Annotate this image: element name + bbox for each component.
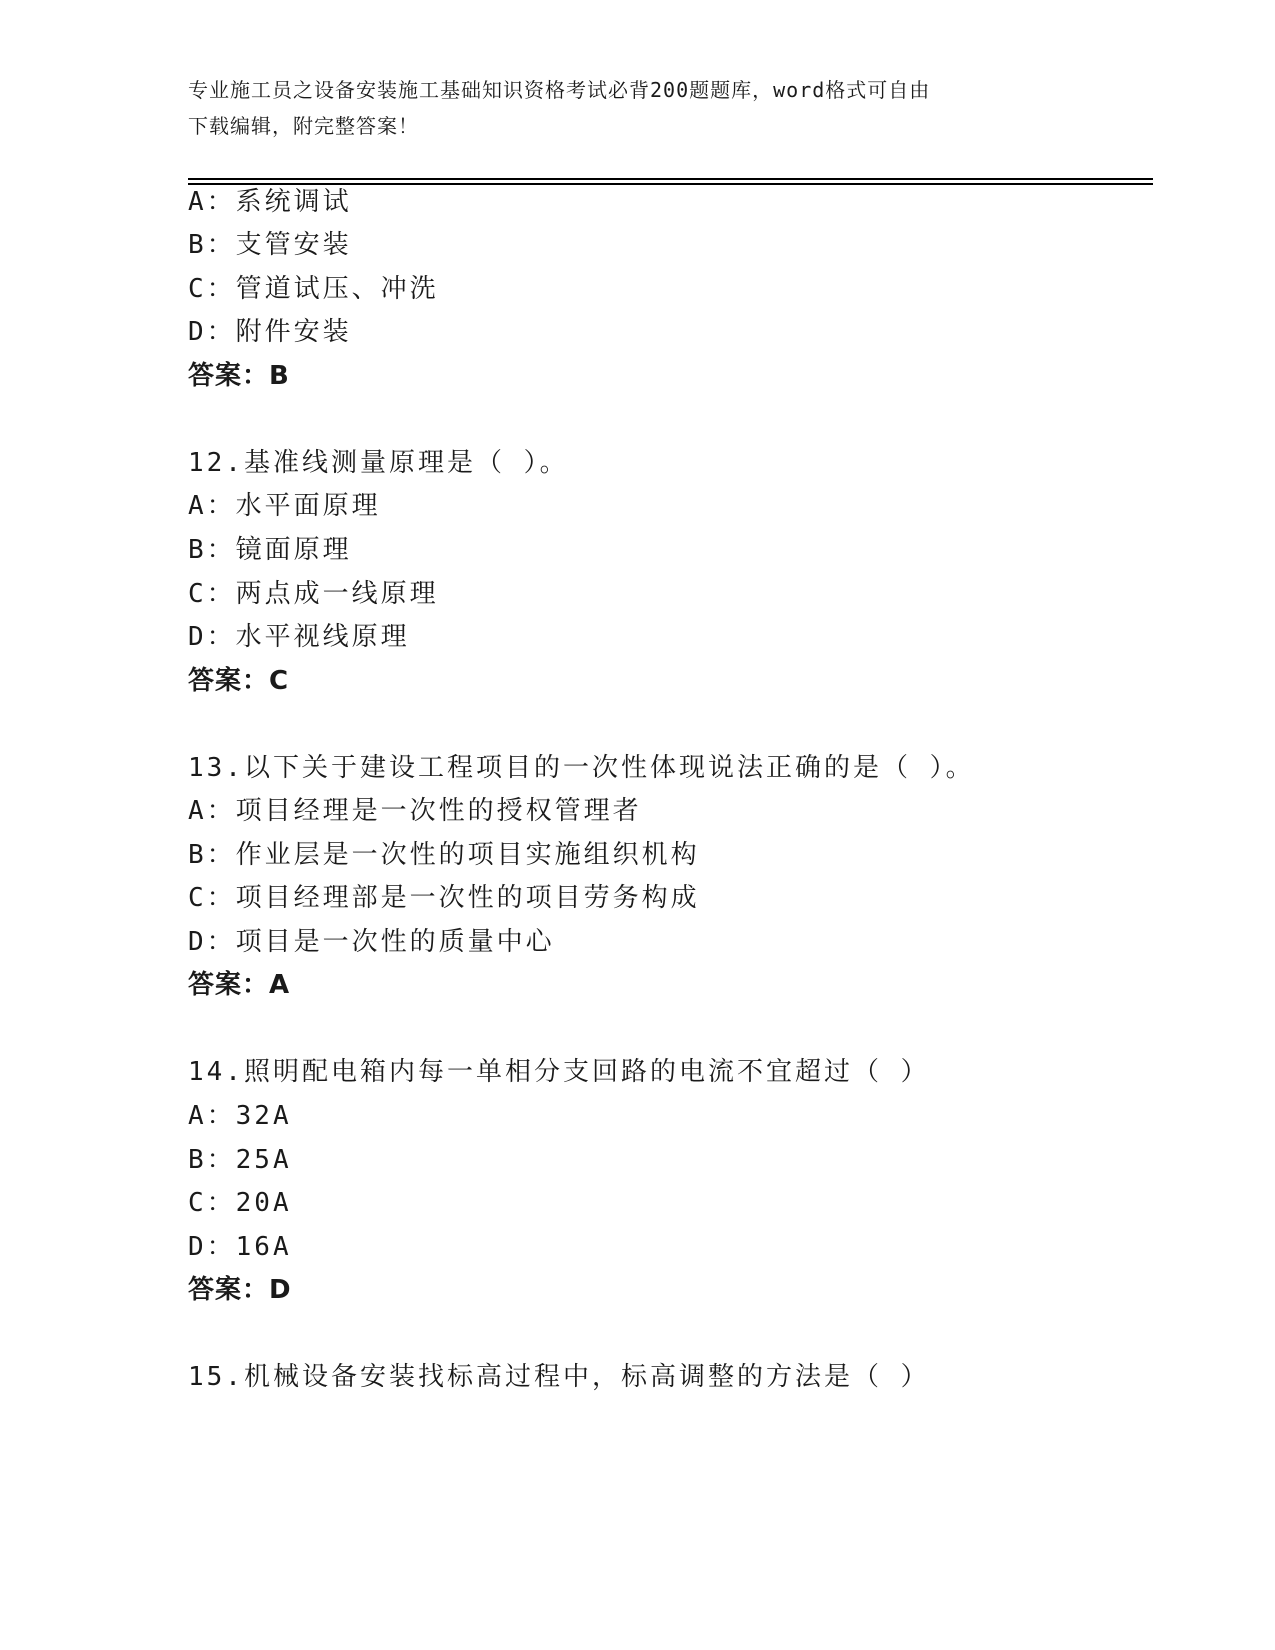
q13-option-d: D：项目是一次性的质量中心 — [188, 927, 555, 957]
q13-option-a: A：项目经理是一次性的授权管理者 — [188, 796, 642, 826]
q11-option-d: D：附件安装 — [188, 317, 352, 347]
q13-stem: 13.以下关于建设工程项目的一次性体现说法正确的是（ ）。 — [188, 753, 975, 783]
document-title-line-1: 专业施工员之设备安装施工基础知识资格考试必背200题题库，word格式可自由 — [188, 78, 931, 102]
q14-option-c: C：20A — [188, 1188, 292, 1218]
q11-option-a: A：系统调试 — [188, 187, 352, 217]
q14-answer: 答案：D — [188, 1275, 292, 1305]
q13-answer: 答案：A — [188, 970, 291, 1000]
title-divider-top — [188, 178, 1153, 180]
title-divider-bottom — [188, 183, 1153, 185]
q14-option-d: D：16A — [188, 1232, 292, 1262]
q14-option-a: A：32A — [188, 1101, 292, 1131]
q11-option-b: B：支管安装 — [188, 230, 352, 260]
document-title-line-2: 下载编辑，附完整答案！ — [188, 114, 419, 138]
q12-option-c: C：两点成一线原理 — [188, 579, 439, 609]
q15-stem: 15.机械设备安装找标高过程中，标高调整的方法是（ ） — [188, 1362, 930, 1392]
q12-option-d: D：水平视线原理 — [188, 622, 410, 652]
q13-option-b: B：作业层是一次性的项目实施组织机构 — [188, 840, 700, 870]
q13-option-c: C：项目经理部是一次性的项目劳务构成 — [188, 883, 700, 913]
q14-option-b: B：25A — [188, 1145, 292, 1175]
q14-stem: 14.照明配电箱内每一单相分支回路的电流不宜超过（ ） — [188, 1057, 930, 1087]
q12-option-b: B：镜面原理 — [188, 535, 352, 565]
q12-option-a: A：水平面原理 — [188, 491, 381, 521]
q12-stem: 12.基准线测量原理是（ ）。 — [188, 448, 569, 478]
q11-option-c: C：管道试压、冲洗 — [188, 274, 439, 304]
q11-answer: 答案：B — [188, 361, 290, 391]
q12-answer: 答案：C — [188, 666, 290, 696]
document-title — [188, 72, 1068, 144]
